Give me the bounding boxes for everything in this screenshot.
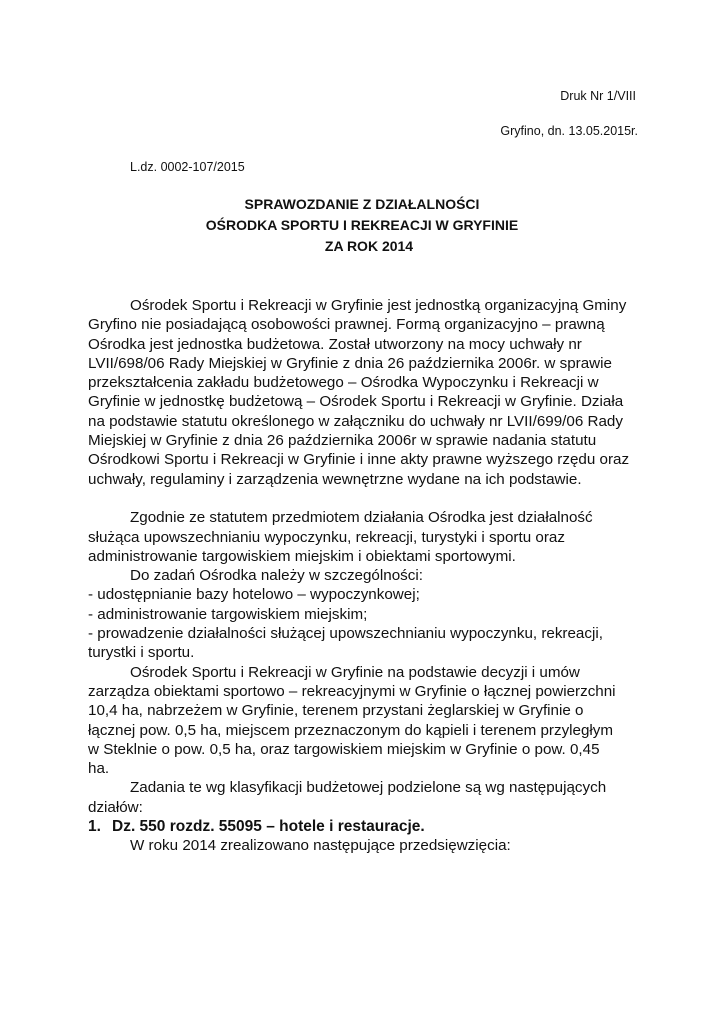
text-line: służąca upowszechnianiu wypoczynku, rekreacji, turystyki i sportu oraz xyxy=(88,528,565,546)
list-item: - administrowanie targowiskiem miejskim; xyxy=(88,605,368,623)
place-date: Gryfino, dn. 13.05.2015r. xyxy=(500,124,638,138)
section-heading xyxy=(88,817,648,836)
document-title xyxy=(0,194,724,257)
list-item: - prowadzenie działalności służącej upowszechnianiu wypoczynku, rekreacji, xyxy=(88,625,603,643)
text-line: Zadania te wg klasyfikacji budżetowej podzielone są wg następujących xyxy=(130,779,607,797)
document-body xyxy=(88,296,648,856)
text-line: 10,4 ha, nabrzeżem w Gryfinie, terenem przystani żeglarskiej w Gryfinie o xyxy=(88,702,584,720)
text-line: na podstawie statutu określonego w załączniku do uchwały nr LVII/699/06 Rady xyxy=(88,412,623,430)
text-line: Ośrodek Sportu i Rekreacji w Gryfinie na podstawie decyzji i umów xyxy=(130,663,580,681)
section-number: 1. xyxy=(88,818,101,836)
text-line: działów: xyxy=(88,798,143,816)
text-line: Ośrodka jest jednostka budżetowa. Został utworzony na mocy uchwały nr xyxy=(88,335,582,353)
text-line: LVII/698/06 Rady Miejskiej w Gryfinie z dnia 26 października 2006r. w sprawie xyxy=(88,354,612,372)
paragraph-1 xyxy=(88,296,648,489)
section-intro: W roku 2014 zrealizowano następujące przedsięwzięcia: xyxy=(130,837,511,855)
list-item: - udostępnianie bazy hotelowo – wypoczynkowej; xyxy=(88,586,420,604)
tasks-intro: Do zadań Ośrodka należy w szczególności: xyxy=(130,567,423,585)
section-title: Dz. 550 rozdz. 55095 – hotele i restauracje. xyxy=(112,818,425,836)
text-line: ha. xyxy=(88,760,110,778)
paragraph-4 xyxy=(88,778,648,817)
paragraph-2 xyxy=(88,508,648,662)
text-line: w Steklnie o pow. 0,5 ha, oraz targowiskiem miejskim w Gryfinie o pow. 0,45 xyxy=(88,740,600,758)
text-line: zarządza obiektami sportowo – rekreacyjnymi w Gryfinie o łącznej powierzchni xyxy=(88,682,616,700)
list-item: turystki i sportu. xyxy=(88,644,195,662)
text-line: łącznej pow. 0,5 ha, miejscem przeznaczonym do kąpieli i terenem przyległym xyxy=(88,721,614,739)
text-line: Ośrodkowi Sportu i Rekreacji w Gryfinie i inne akty prawne wyższego rzędu oraz xyxy=(88,451,630,469)
reference-number: L.dz. 0002-107/2015 xyxy=(130,160,245,174)
title-line: SPRAWOZDANIE Z DZIAŁALNOŚCI xyxy=(244,196,480,212)
text-line: Zgodnie ze statutem przedmiotem działania Ośrodka jest działalność xyxy=(130,509,593,527)
druk-number: Druk Nr 1/VIII xyxy=(560,89,636,103)
text-line: Gryfinie w jednostkę budżetową – Ośrodek Sportu i Rekreacji w Gryfinie. Działa xyxy=(88,393,624,411)
text-line: Gryfino nie posiadającą osobowości prawnej. Formą organizacyjno – prawną xyxy=(88,316,605,334)
title-line: OŚRODKA SPORTU I REKREACJI W GRYFINIE xyxy=(205,217,519,233)
title-line: ZA ROK 2014 xyxy=(324,238,414,254)
text-line: uchwały, regulaminy i zarządzenia wewnętrzne wydane na ich podstawie. xyxy=(88,470,582,488)
paragraph-3 xyxy=(88,663,648,779)
text-line: przekształcenia zakładu budżetowego – Ośrodka Wypoczynku i Rekreacji w xyxy=(88,374,599,392)
text-line: administrowanie targowiskiem miejskim i obiektami sportowymi. xyxy=(88,547,516,565)
text-line: Miejskiej w Gryfinie z dnia 26 października 2006r w sprawie nadania statutu xyxy=(88,432,597,450)
text-line: Ośrodek Sportu i Rekreacji w Gryfinie jest jednostką organizacyjną Gminy xyxy=(130,297,627,314)
